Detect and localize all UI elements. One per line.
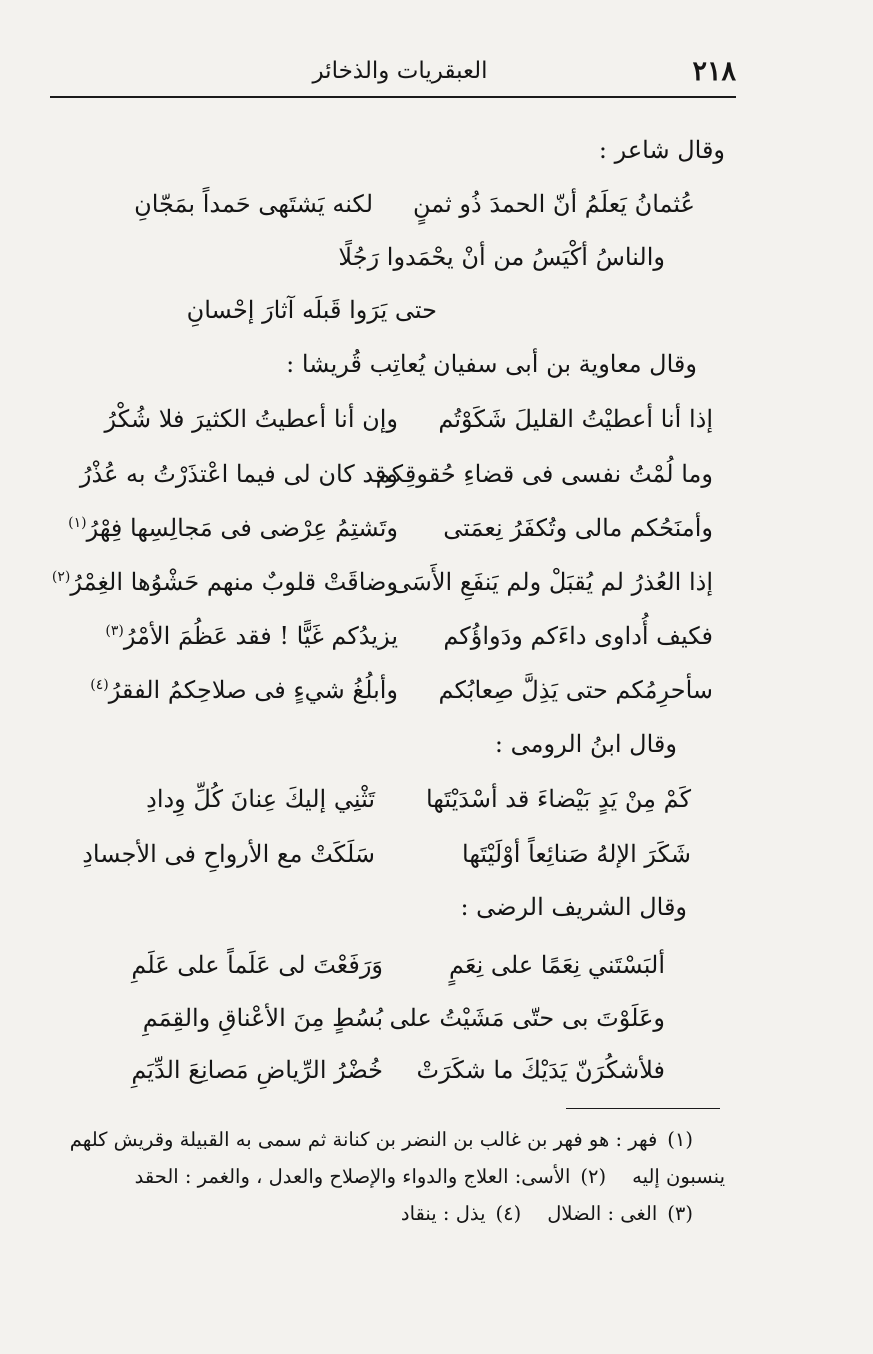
poem-2-line-3-first: وأمنَحُكم مالى وتُكفَرُ نِعمَتى bbox=[443, 514, 713, 542]
footnote-rule bbox=[566, 1108, 720, 1109]
poem-3-line-1-second: تَثْنِي إليكَ عِنانَ كُلِّ وِدادِ bbox=[146, 785, 375, 813]
poem-4-line-2-second: بُسُطٍ مِنَ الأعْناقِ والقِمَمِ bbox=[142, 1004, 383, 1032]
poem-2-line-4-first: إذا العُذرُ لم يُقبَلْ ولم يَنفَعِ الأَسَى bbox=[391, 568, 713, 596]
poem-2-line-1-second: وإن أنا أعطيتُ الكثيرَ فلا شُكْرُ bbox=[104, 405, 398, 433]
footnote-3-number: (٣) bbox=[667, 1202, 693, 1225]
intro-poet-4: وقال الشريف الرضى : bbox=[460, 893, 687, 921]
footnote-1-continuation: ينسبون إليه bbox=[632, 1165, 725, 1188]
footnote-1-number: (١) bbox=[667, 1128, 693, 1151]
intro-poet-3: وقال ابنُ الرومى : bbox=[494, 730, 677, 758]
footnote-2-number: (٢) bbox=[580, 1165, 607, 1188]
poem-4-line-3-first: فلأشكُرَنّ يَدَيْكَ ما شكَرَتْ bbox=[416, 1056, 665, 1084]
intro-poet-2: وقال معاوية بن أبى سفيان يُعاتِب قُريشا : bbox=[286, 350, 697, 378]
footnote-line-2 bbox=[135, 1165, 725, 1188]
poem-4-line-1-first: ألبَسْتَني نِعَمًا على نِعَمٍ bbox=[449, 951, 665, 979]
poem-3-line-2-first: شَكَرَ الإلهُ صَنائِعاً أوْلَيْتَها bbox=[462, 840, 691, 868]
header-rule bbox=[50, 96, 736, 98]
poem-2-line-6-first: سأحرِمُكم حتى يَذِلَّ صِعابُكم bbox=[438, 676, 713, 704]
footnote-ref-4: (٤) bbox=[90, 677, 109, 693]
poem-2-line-4-second bbox=[50, 568, 398, 596]
intro-poet-1: وقال شاعر : bbox=[598, 136, 725, 164]
poem-2-line-5-second bbox=[103, 622, 398, 650]
verse-1-first-hemistich: عُثمانُ يَعلَمُ أنّ الحمدَ ذُو ثمنٍ bbox=[412, 190, 695, 218]
poem-2-line-3-second bbox=[66, 514, 398, 542]
footnote-1-text: فهر : هو فهر بن غالب بن النضر بن كنانة ثم سمى به القبيلة وقريش كلهم bbox=[69, 1128, 658, 1151]
poem-4-line-3-second: خُضْرُ الرِّياضِ مَصانِعَ الدِّيَمِ bbox=[131, 1056, 383, 1084]
poem-4-line-1-second: وَرَفَعْتَ لى عَلَماً على عَلَمِ bbox=[131, 951, 383, 979]
footnote-line-1 bbox=[70, 1128, 693, 1151]
poem-2-line-5-first: فكيف أُداوى داءَكم ودَواؤُكم bbox=[443, 622, 713, 650]
poem-2-line-5-second-text: يزيدُكم غَيًّا ! فقد عَظُمَ الأمْرُ bbox=[123, 622, 398, 650]
poem-2-line-6-second-text: وأبلُغُ شيءٍ فى صلاحِكمُ الفقرُ bbox=[108, 676, 398, 704]
page-number: ٢١٨ bbox=[692, 56, 736, 87]
footnote-ref-1: (١) bbox=[68, 515, 87, 531]
footnote-ref-2: (٢) bbox=[51, 569, 71, 585]
running-title: العبقريات والذخائر bbox=[312, 58, 488, 84]
verse-2-second-hemistich: حتى يَرَوا قَبلَه آثارَ إحْسانِ bbox=[186, 296, 437, 324]
footnote-4-text: يذل : ينقاد bbox=[400, 1202, 486, 1225]
poem-3-line-1-first: كَمْ مِنْ يَدٍ بَيْضاءَ قد أسْدَيْتَها bbox=[425, 785, 691, 813]
poem-3-line-2-second: سَلَكَتْ مع الأرواحِ فى الأجسادِ bbox=[82, 840, 375, 868]
verse-1-second-hemistich: لكنه يَشتَهى حَمداً بمَجّانِ bbox=[134, 190, 373, 218]
poem-2-line-2-first: وما لُمْتُ نفسى فى قضاءِ حُقوقِكم bbox=[375, 460, 713, 488]
poem-2-line-3-second-text: وتَشتِمُ عِرْضى فى مَجالِسِها فِهْرُ bbox=[86, 514, 398, 542]
poem-2-line-2-second: وقد كان لى فيما اعْتذَرْتُ به عُذْرُ bbox=[79, 460, 398, 488]
poem-2-line-1-first: إذا أنا أعطيْتُ القليلَ شَكَوْتُم bbox=[438, 405, 713, 433]
footnote-3-text: الغى : الضلال bbox=[547, 1202, 658, 1225]
footnote-4-number: (٤) bbox=[495, 1202, 522, 1225]
footnote-2-text: الأسى: العلاج والدواء والإصلاح والعدل ، والغمر : الحقد bbox=[134, 1165, 571, 1188]
poem-2-line-6-second bbox=[88, 676, 398, 704]
footnote-ref-3: (٣) bbox=[105, 623, 124, 639]
verse-2-first-hemistich: والناسُ أكْيَسُ من أنْ يحْمَدوا رَجُلًا bbox=[338, 243, 665, 271]
poem-2-line-4-second-text: وضاقَتْ قلوبٌ منهم حَشْوُها الغِمْرُ bbox=[70, 568, 398, 596]
footnote-line-3 bbox=[401, 1202, 693, 1225]
poem-4-line-2-first: وعَلَوْتَ بى حتّى مَشَيْتُ على bbox=[389, 1004, 665, 1032]
